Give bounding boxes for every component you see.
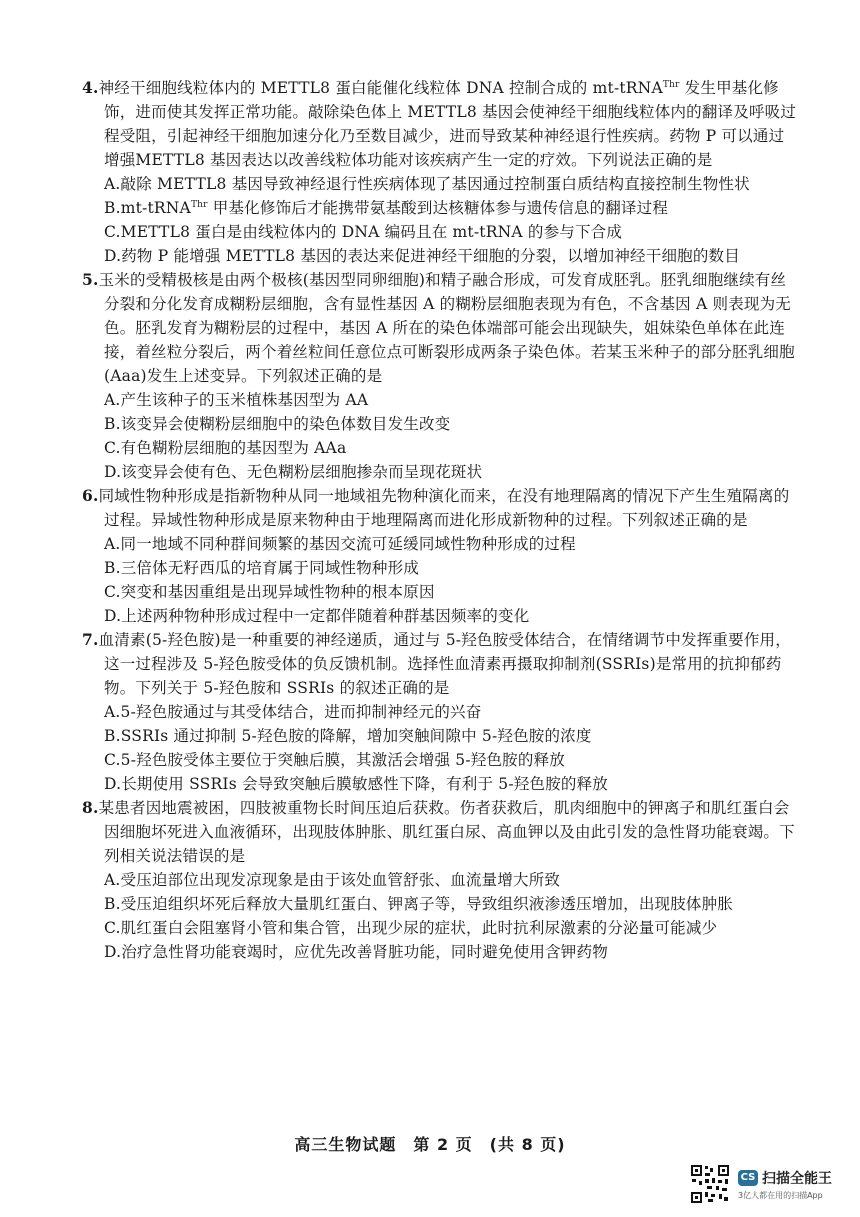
option-c bbox=[82, 916, 798, 940]
option-text: 治疗急性肾功能衰竭时，应优先改善肾脏功能，同时避免使用含钾药物 bbox=[121, 943, 608, 961]
option-text: 肌红蛋白会阻塞肾小管和集合管，出现少尿的症状，此时抗利尿激素的分泌量可能减少 bbox=[120, 919, 718, 937]
stem-text: 神经干细胞线粒体内的 METTL8 蛋白能催化线粒体 DNA 控制合成的 mt-tRNA bbox=[98, 79, 663, 97]
option-label: B. bbox=[104, 199, 121, 217]
qr-code-icon bbox=[690, 1164, 730, 1204]
stem-text: 某患者因地震被困，四肢被重物长时间压迫后获救。伤者获救后，肌肉细胞中的钾离子和肌红蛋白会因细胞坏死进入血液循环，出现肢体肿胀、肌红蛋白尿、高血钾以及由此引发的急性肾功能衰竭。下列相关说法错误的是 bbox=[98, 799, 795, 865]
option-label: D. bbox=[104, 943, 122, 961]
option-label: D. bbox=[104, 607, 122, 625]
option-a bbox=[82, 700, 798, 724]
option-a bbox=[82, 388, 798, 412]
option-c bbox=[82, 436, 798, 460]
stem-text: 血清素(5-羟色胺)是一种重要的神经递质，通过与 5-羟色胺受体结合，在情绪调节中发挥重要作用，这一过程涉及 5-羟色胺受体的负反馈机制。选择性血清素再摄取抑制剂(SSRIs)是常用的抗抑郁药物。下列关于 5-羟色胺和 SSRIs 的叙述正确的是 bbox=[98, 631, 791, 697]
option-text: 甲基化修饰后才能携带氨基酸到达核糖体参与遗传信息的翻译过程 bbox=[207, 199, 669, 217]
stem-text: 同域性物种形成是指新物种从同一地域祖先物种演化而来，在没有地理隔离的情况下产生生殖隔离的过程。异域性物种形成是原来物种由于地理隔离而进化形成新物种的过程。下列叙述正确的是 bbox=[98, 487, 790, 529]
option-d bbox=[82, 604, 798, 628]
option-a bbox=[82, 532, 798, 556]
question-7 bbox=[82, 628, 798, 796]
option-label: C. bbox=[104, 223, 121, 241]
question-6 bbox=[82, 484, 798, 628]
option-text: 5-羟色胺通过与其受体结合，进而抑制神经元的兴奋 bbox=[120, 703, 482, 721]
option-text: 该变异会使有色、无色糊粉层细胞掺杂而呈现花斑状 bbox=[121, 463, 483, 481]
option-label: A. bbox=[104, 391, 121, 409]
option-label: C. bbox=[104, 919, 121, 937]
option-list bbox=[82, 388, 798, 484]
stem-text: 发生甲基化修饰，进而使其发挥正常功能。敲除染色体上 METTL8 基因会使神经干细胞线粒体内的翻译及呼吸过程受阻，引起神经干细胞加速分化乃至数目减少，进而导致某种神经退行性疾病。药物 P 可以通过增强METTL8 基因表达以改善线粒体功能对该疾病产生一定的疗效。下列说法正确的是 bbox=[104, 79, 797, 169]
option-label: A. bbox=[104, 871, 121, 889]
option-label: B. bbox=[104, 559, 121, 577]
question-stem bbox=[82, 628, 798, 700]
option-label: A. bbox=[104, 175, 121, 193]
question-4 bbox=[82, 76, 798, 268]
question-stem bbox=[82, 484, 798, 532]
option-text: SSRIs 通过抑制 5-羟色胺的降解，增加突触间隙中 5-羟色胺的浓度 bbox=[120, 727, 592, 745]
option-superscript: Thr bbox=[190, 199, 208, 210]
option-text: 敲除 METTL8 基因导致神经退行性疾病体现了基因通过控制蛋白质结构直接控制生物性状 bbox=[120, 175, 750, 193]
option-a bbox=[82, 868, 798, 892]
option-c bbox=[82, 220, 798, 244]
option-text: 长期使用 SSRIs 会导致突触后膜敏感性下降，有利于 5-羟色胺的释放 bbox=[121, 775, 608, 793]
option-text: 药物 P 能增强 METTL8 基因的表达来促进神经干细胞的分裂，以增加神经干细胞的数目 bbox=[121, 247, 740, 265]
stem-text: 玉米的受精极核是由两个极核(基因型同卵细胞)和精子融合形成，可发育成胚乳。胚乳细胞继续有丝分裂和分化发育成糊粉层细胞，含有显性基因 A 的糊粉层细胞表现为有色，不含基因 A 则表现为无色。胚乳发育为糊粉层的过程中，基因 A 所在的染色体端部可能会出现缺失，姐妹染色单体在此连接，着丝粒分裂后，两个着丝粒间任意位点可断裂形成两条子染色体。若某玉米种子的部分胚乳细胞(Aaa)发生上述变异。下列叙述正确的是 bbox=[98, 271, 795, 385]
page-footer: 高三生物试题 第 2 页 (共 8 页) bbox=[294, 1135, 566, 1154]
option-label: C. bbox=[104, 583, 121, 601]
camscanner-logo: CS bbox=[738, 1170, 758, 1186]
option-b bbox=[82, 892, 798, 916]
option-list bbox=[82, 868, 798, 964]
scanner-watermark bbox=[690, 1164, 850, 1208]
option-b bbox=[82, 724, 798, 748]
question-number: 5. bbox=[82, 270, 99, 289]
option-label: B. bbox=[104, 415, 121, 433]
question-number: 7. bbox=[82, 630, 99, 649]
question-number: 4. bbox=[82, 78, 99, 97]
option-text: 5-羟色胺受体主要位于突触后膜，其激活会增强 5-羟色胺的释放 bbox=[120, 751, 565, 769]
option-b bbox=[82, 556, 798, 580]
option-d bbox=[82, 772, 798, 796]
option-text: 受压迫部位出现发凉现象是由于该处血管舒张、血流量增大所致 bbox=[120, 871, 561, 889]
camscanner-name: 扫描全能王 bbox=[762, 1171, 832, 1187]
question-list bbox=[82, 76, 798, 964]
option-label: C. bbox=[104, 751, 121, 769]
question-number: 6. bbox=[82, 486, 99, 505]
option-d bbox=[82, 940, 798, 964]
option-text: 该变异会使糊粉层细胞中的染色体数目发生改变 bbox=[120, 415, 451, 433]
question-number: 8. bbox=[82, 798, 99, 817]
option-label: D. bbox=[104, 247, 122, 265]
option-label: A. bbox=[104, 703, 121, 721]
option-b bbox=[82, 412, 798, 436]
option-text: 有色糊粉层细胞的基因型为 AAa bbox=[120, 439, 347, 457]
question-stem bbox=[82, 76, 798, 172]
option-text: 受压迫组织坏死后释放大量肌红蛋白、钾离子等，导致组织液渗透压增加，出现肢体肿胀 bbox=[120, 895, 734, 913]
option-label: D. bbox=[104, 463, 122, 481]
option-d bbox=[82, 460, 798, 484]
question-5 bbox=[82, 268, 798, 484]
question-stem bbox=[82, 796, 798, 868]
option-text: 同一地域不同种群间频繁的基因交流可延缓同域性物种形成的过程 bbox=[120, 535, 576, 553]
option-label: A. bbox=[104, 535, 121, 553]
option-b bbox=[82, 196, 798, 220]
question-stem bbox=[82, 268, 798, 388]
option-text: 产生该种子的玉米植株基因型为 AA bbox=[120, 391, 369, 409]
option-text: 上述两种物种形成过程中一定都伴随着种群基因频率的变化 bbox=[121, 607, 530, 625]
option-list bbox=[82, 172, 798, 268]
option-list bbox=[82, 700, 798, 796]
option-label: B. bbox=[104, 727, 121, 745]
option-d bbox=[82, 244, 798, 268]
option-label: C. bbox=[104, 439, 121, 457]
option-label: D. bbox=[104, 775, 122, 793]
camscanner-tagline: 3亿人都在用的扫描App bbox=[738, 1191, 823, 1200]
option-list bbox=[82, 532, 798, 628]
option-text: mt-tRNA bbox=[120, 199, 191, 217]
option-text: METTL8 蛋白是由线粒体内的 DNA 编码且在 mt-tRNA 的参与下合成 bbox=[120, 223, 623, 241]
option-a bbox=[82, 172, 798, 196]
option-text: 突变和基因重组是出现异域性物种的根本原因 bbox=[120, 583, 435, 601]
stem-superscript: Thr bbox=[662, 79, 680, 90]
option-c bbox=[82, 580, 798, 604]
option-text: 三倍体无籽西瓜的培育属于同域性物种形成 bbox=[120, 559, 420, 577]
option-label: B. bbox=[104, 895, 121, 913]
option-c bbox=[82, 748, 798, 772]
question-8 bbox=[82, 796, 798, 964]
